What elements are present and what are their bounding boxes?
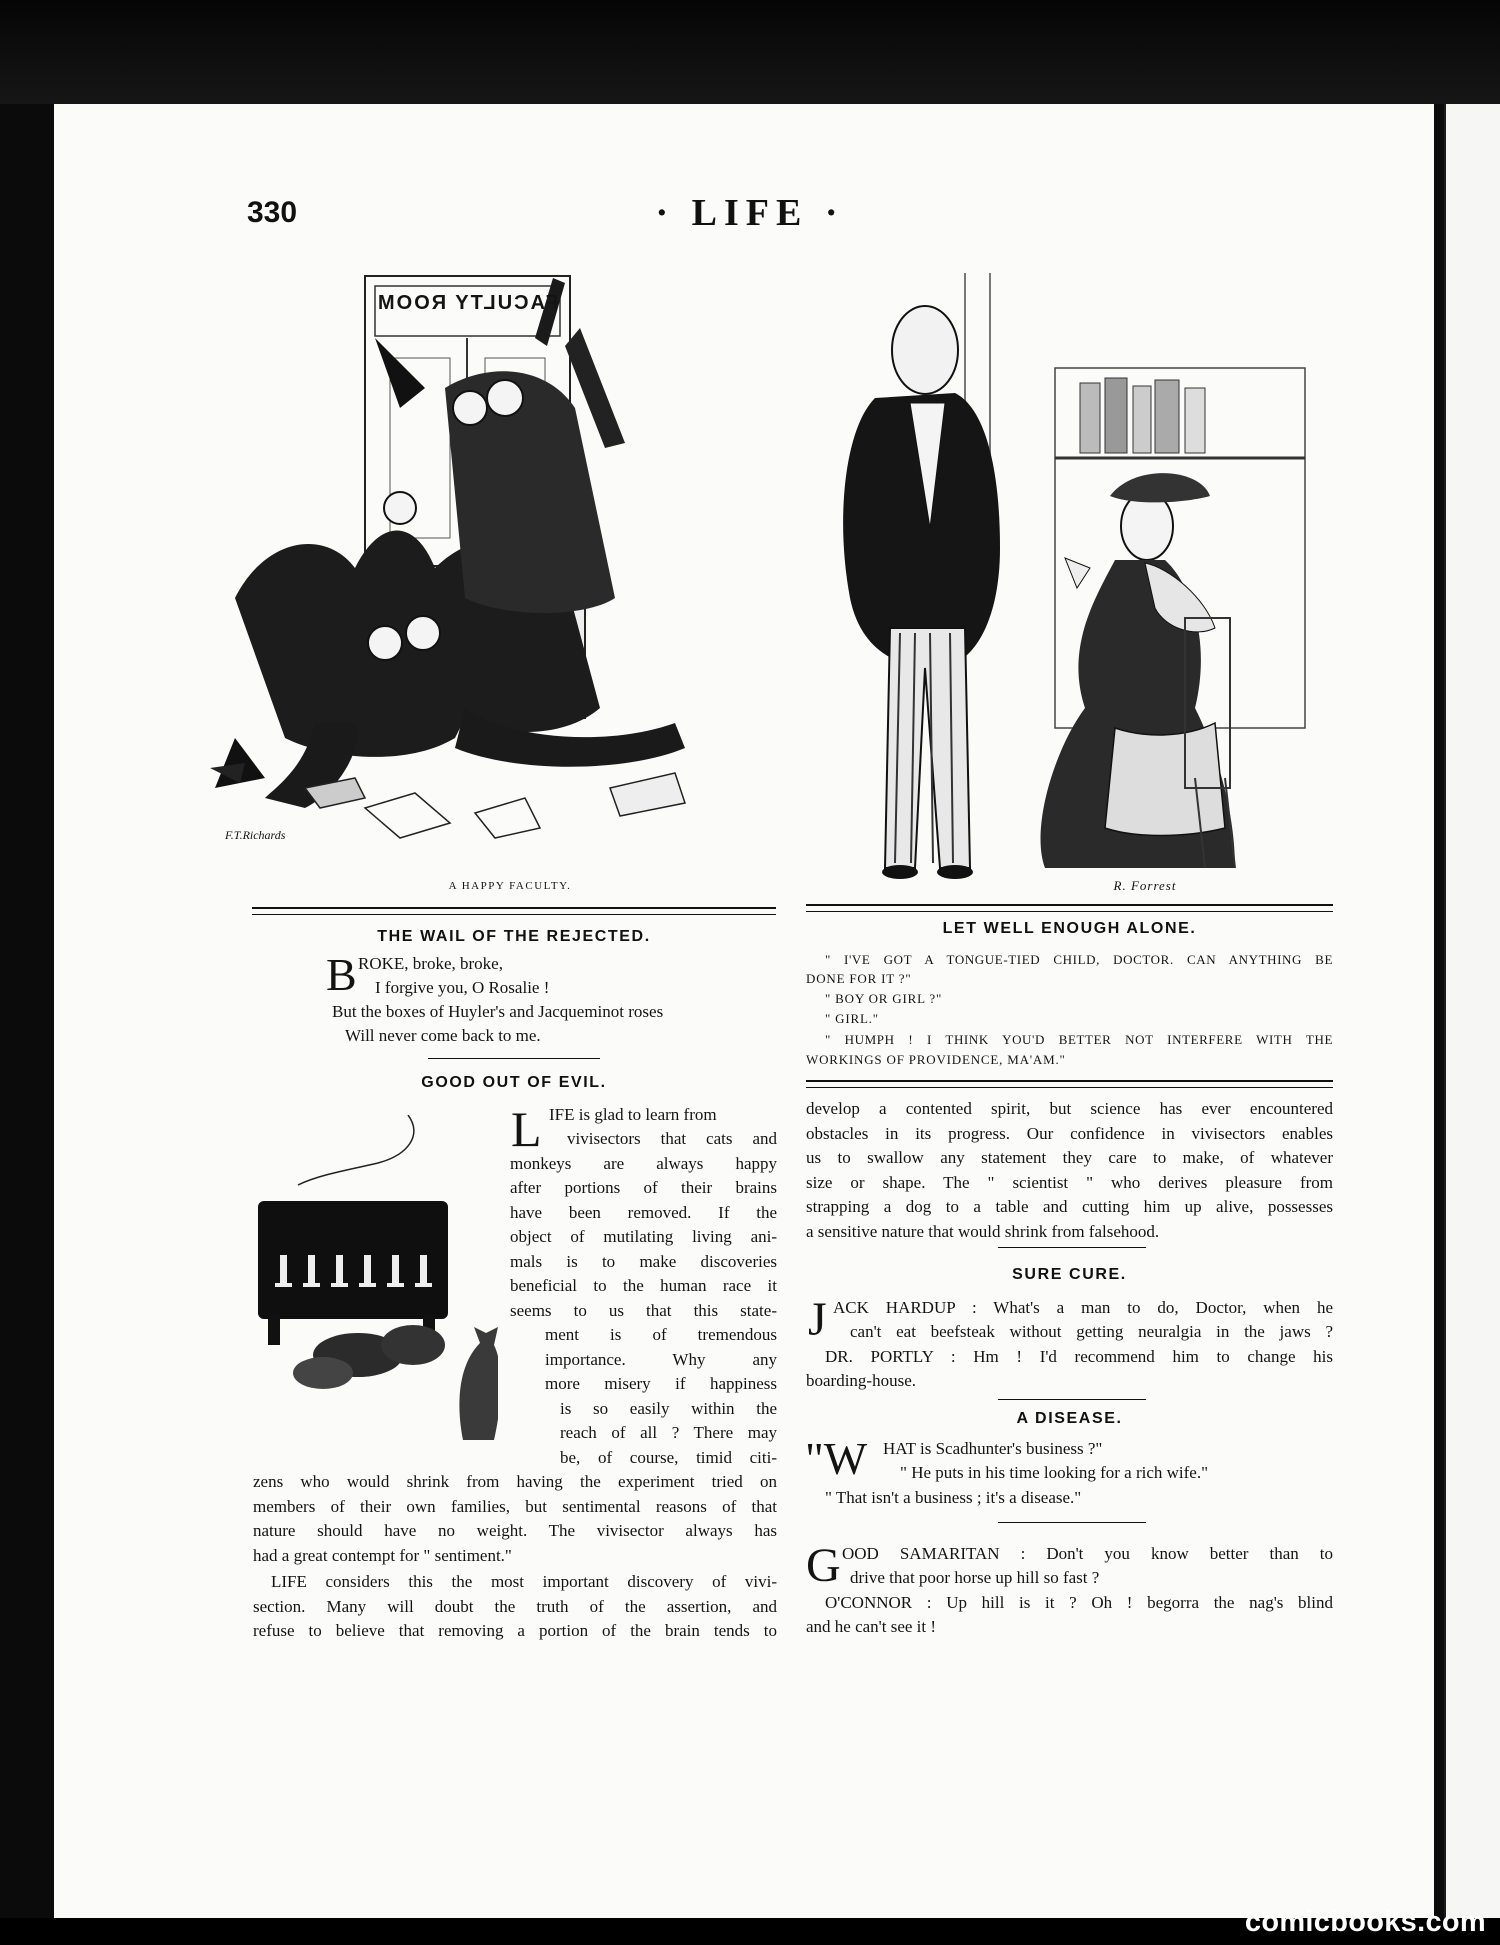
dialogue-line: DONE FOR IT ?" [806, 971, 912, 986]
heading-wail-of-the-rejected: THE WAIL OF THE REJECTED. [377, 928, 651, 945]
column-left-line: section. Many will doubt the truth of the assertion, and [253, 1597, 777, 1616]
heading-a-disease: A DISEASE. [1016, 1410, 1123, 1427]
column-left-line: ment is of tremendous [545, 1325, 777, 1344]
dialogue-line: WORKINGS OF PROVIDENCE, MA'AM." [806, 1052, 1066, 1067]
sure-cure-line-3: DR. PORTLY : Hm ! I'd recommend him to change his [825, 1347, 1333, 1366]
poem-line-2: I forgive you, O Rosalie ! [375, 978, 550, 997]
rule-sure-cure [998, 1247, 1146, 1248]
page-number: 330 [247, 196, 298, 229]
rule-right-top-b [806, 911, 1333, 912]
samaritan-line-4: and he can't see it ! [806, 1617, 937, 1636]
column-left-line: reach of all ? There may [560, 1423, 777, 1442]
column-left-line: seems to us that this state- [510, 1301, 777, 1320]
column-left-line: zens who would shrink from having the experiment tried on [253, 1472, 777, 1491]
illustration-doctor-and-lady [815, 268, 1345, 893]
rule-right-mid-a [806, 1080, 1333, 1082]
dialogue-line: " I'VE GOT A TONGUE-TIED CHILD, DOCTOR. CAN ANYTHING BE [825, 952, 1333, 967]
column-left-line: importance. Why any [545, 1350, 777, 1369]
poem-line-3: But the boxes of Huyler's and Jacqueminot roses [332, 1002, 664, 1021]
column-left-line: mals is to make discoveries [510, 1252, 777, 1271]
dialogue-line: " GIRL." [825, 1011, 879, 1026]
adjacent-page-edge [1444, 104, 1500, 1945]
rule-samaritan [998, 1522, 1146, 1523]
heading-sure-cure: SURE CURE. [1012, 1266, 1127, 1283]
door-sign: FACULTY ROOM [375, 292, 559, 314]
illustration-cats-and-candles [258, 1115, 498, 1450]
column-left-line: is so easily within the [560, 1399, 777, 1418]
column-right-line: develop a contented spirit, but science has ever encountered [806, 1099, 1333, 1118]
column-left-line: refuse to believe that removing a portion of the brain tends to [253, 1621, 777, 1640]
poem-line-4: Will never come back to me. [345, 1026, 541, 1045]
column-left-line: more misery if happiness [545, 1374, 777, 1393]
column-right-line: us to swallow any statement they care to make, of whatever [806, 1148, 1333, 1167]
rule-right-mid-b [806, 1087, 1333, 1088]
drop-cap-w: "W [805, 1433, 868, 1484]
column-left-line: beneficial to the human race it [510, 1276, 777, 1295]
masthead-title: · LIFE · [655, 192, 845, 234]
artist-signature-left: F.T.Richards [225, 828, 286, 842]
column-right-line: a sensitive nature that would shrink from falsehood. [806, 1222, 1160, 1241]
poem-line-1: ROKE, broke, broke, [358, 954, 503, 973]
column-left-line: have been removed. If the [510, 1203, 777, 1222]
samaritan-line-3: O'CONNOR : Up hill is it ? Oh ! begorra the nag's blind [825, 1593, 1333, 1612]
drop-cap-j: J [808, 1293, 827, 1346]
column-left-line: nature should have no weight. The vivisector always has [253, 1521, 777, 1540]
rule-left-top-a [252, 907, 776, 909]
column-left-line: had a great contempt for " sentiment." [253, 1546, 512, 1565]
column-right-line: size or shape. The " scientist " who derives pleasure from [806, 1173, 1333, 1192]
column-right-line: obstacles in its progress. Our confidence in vivisectors enables [806, 1124, 1333, 1143]
dialogue-line: " BOY OR GIRL ?" [825, 991, 943, 1006]
sure-cure-line-4: boarding-house. [806, 1371, 917, 1390]
column-right-line: strapping a dog to a table and cutting him up alive, possesses [806, 1197, 1333, 1216]
column-left-line: members of their own families, but sentimental reasons of that [253, 1497, 777, 1516]
dialogue-line: " HUMPH ! I THINK YOU'D BETTER NOT INTERFERE WITH THE [825, 1032, 1333, 1047]
heading-good-out-of-evil: GOOD OUT OF EVIL. [421, 1074, 607, 1091]
caption-happy-faculty: A HAPPY FACULTY. [448, 880, 572, 892]
sure-cure-line-1: ACK HARDUP : What's a man to do, Doctor, when he [833, 1298, 1333, 1317]
heading-let-well-enough-alone: LET WELL ENOUGH ALONE. [942, 920, 1197, 937]
drop-cap-g: G [806, 1539, 841, 1592]
artist-signature-right: R. Forrest [1113, 878, 1177, 893]
illustration-happy-faculty [205, 268, 775, 868]
sure-cure-line-2: can't eat beefsteak without getting neuralgia in the jaws ? [850, 1322, 1333, 1341]
column-left-line: LIFE considers this the most important discovery of vivi- [271, 1572, 777, 1591]
samaritan-line-1: OOD SAMARITAN : Don't you know better than to [842, 1544, 1333, 1563]
samaritan-line-2: drive that poor horse up hill so fast ? [850, 1568, 1100, 1587]
rule-left-short [428, 1058, 600, 1059]
scan-background-top [0, 0, 1500, 104]
watermark: comicbooks.com [1244, 1906, 1486, 1938]
drop-cap-b: B [326, 949, 357, 1000]
rule-right-top-a [806, 904, 1333, 906]
column-left-line: monkeys are always happy [510, 1154, 777, 1173]
column-left-line: object of mutilating living ani- [510, 1227, 777, 1246]
disease-line-3: " That isn't a business ; it's a disease." [825, 1488, 1082, 1507]
disease-line-1: HAT is Scadhunter's business ?" [883, 1439, 1103, 1458]
rule-disease [998, 1399, 1146, 1400]
rule-left-top-b [252, 914, 776, 915]
column-left-line: IFE is glad to learn from [549, 1105, 717, 1124]
disease-line-2: " He puts in his time looking for a rich wife." [900, 1463, 1209, 1482]
drop-cap-l: L [511, 1101, 542, 1157]
column-left-line: be, of course, timid citi- [560, 1448, 777, 1467]
column-left-line: vivisectors that cats and [567, 1129, 777, 1148]
column-left-line: after portions of their brains [510, 1178, 777, 1197]
